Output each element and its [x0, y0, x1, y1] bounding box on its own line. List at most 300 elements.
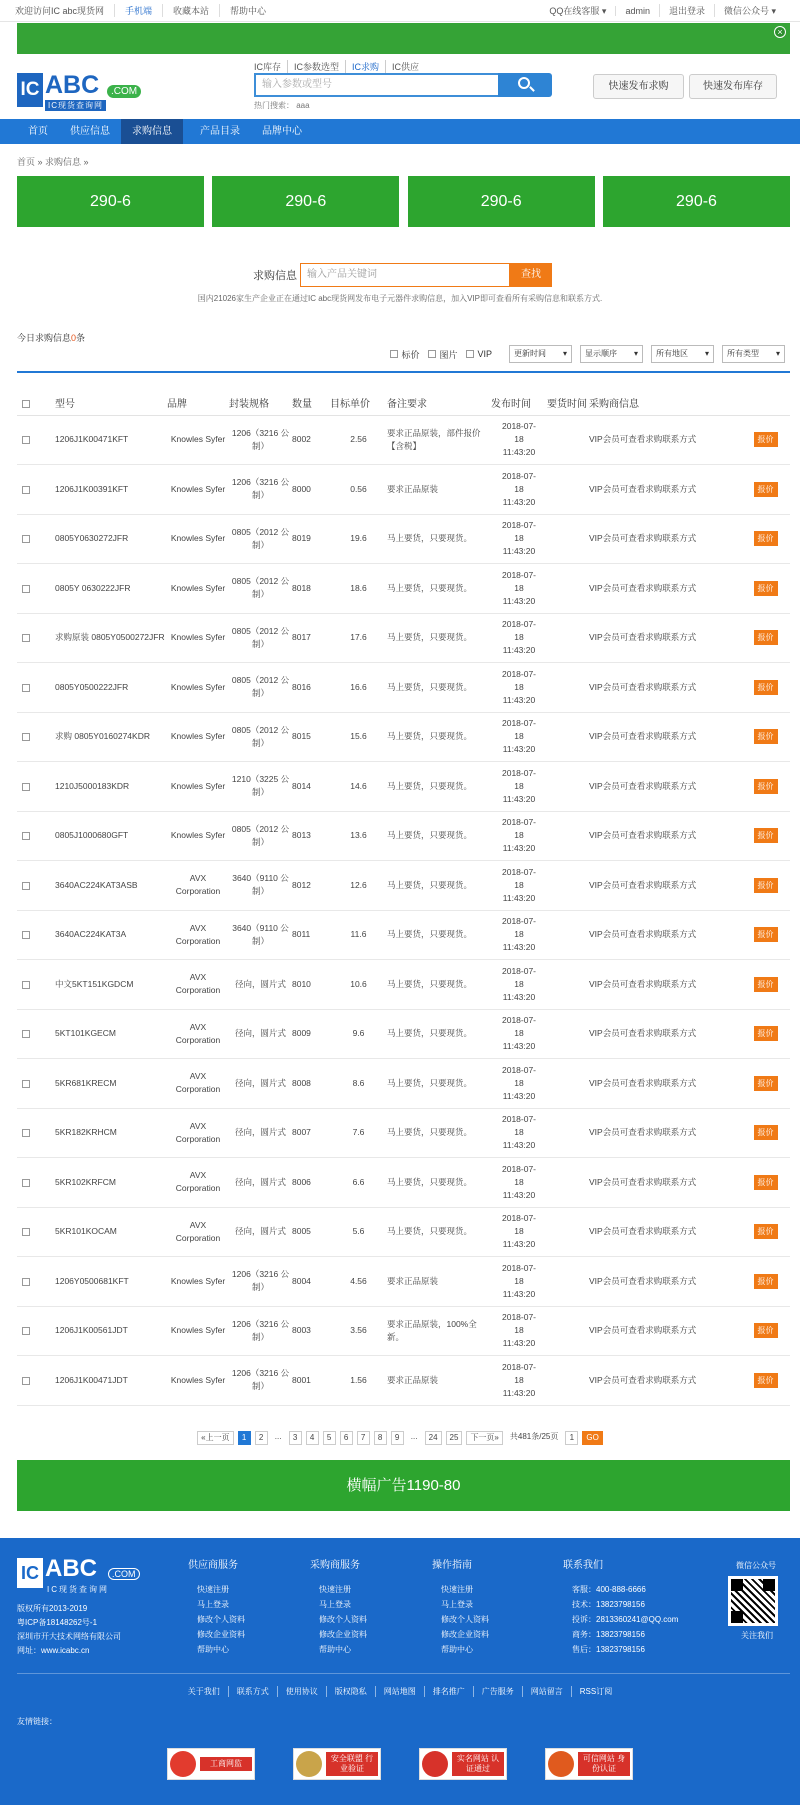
checkbox[interactable] [466, 350, 474, 358]
footer-links [0, 1686, 800, 1697]
cell-remark: 马上要货，只要现货。 [387, 1059, 491, 1109]
cell-model[interactable]: 5KR102KRFCM [55, 1158, 167, 1208]
nav-home[interactable]: 首页 [28, 126, 48, 137]
cell-brand: Knowles Syfer [167, 514, 229, 564]
cell-qty: 8012 [292, 861, 330, 911]
cell-need-time [547, 613, 589, 663]
cell-brand: Knowles Syfer [167, 1306, 229, 1356]
footer-nav-link[interactable]: RSS订阅 [571, 1686, 620, 1697]
cell-brand: Knowles Syfer [167, 564, 229, 614]
cell-qty: 8004 [292, 1257, 330, 1307]
col-remark: 备注要求 [387, 375, 491, 415]
cell-qty: 8006 [292, 1158, 330, 1208]
cell-brand: Knowles Syfer [167, 465, 229, 515]
cell-publish-time: 2018-07-18 11:43:20 [491, 910, 547, 960]
table-row [17, 910, 790, 960]
mobile-link[interactable]: 手机端 [114, 4, 162, 17]
page-input[interactable]: 1 [565, 1431, 578, 1445]
cell-price: 12.6 [330, 861, 387, 911]
cell-need-time [547, 564, 589, 614]
cell-model[interactable]: 5KR101KOCAM [55, 1207, 167, 1257]
footer-column [432, 1558, 489, 1657]
cell-buyer: VIP会员可查看求购联系方式 [589, 712, 741, 762]
cell-buyer: VIP会员可查看求购联系方式 [589, 1207, 741, 1257]
page-number[interactable]: 9 [391, 1431, 404, 1445]
cell-remark: 要求正品原装 [387, 1257, 491, 1307]
page-ellipsis: ... [410, 1432, 418, 1441]
cell-publish-time: 2018-07-18 11:43:20 [491, 960, 547, 1010]
table-row [17, 465, 790, 515]
col-publish-time: 发布时间 [491, 375, 547, 415]
footer-info: 版权所有2013-2019 粤ICP备18148262号-1 深圳市开大技术网络有限公司 网址：www.icabc.cn [17, 1604, 121, 1655]
cell-model[interactable]: 0805Y 0630222JFR [55, 564, 167, 614]
col-qty: 数量 [292, 375, 330, 415]
cell-package: 0805（2012 公制） [229, 613, 292, 663]
quote-button[interactable]: 报价 [754, 581, 778, 596]
footer-link[interactable]: 帮助中心 [441, 1645, 473, 1654]
footer-column-title: 联系我们 [563, 1560, 603, 1571]
cell-model[interactable]: 1206J1K00471KFT [55, 415, 167, 465]
top-ad-banner[interactable] [17, 23, 790, 54]
cell-package: 1210（3225 公制） [229, 762, 292, 812]
footer-link[interactable]: 快速注册 [319, 1585, 351, 1594]
row-checkbox[interactable] [22, 1327, 30, 1335]
footer-link[interactable]: 修改企业资料 [441, 1630, 489, 1639]
bottom-ad-banner[interactable]: 横幅广告1190-80 [17, 1460, 790, 1511]
col-buyer: 采购商信息 [589, 375, 741, 415]
footer-column [310, 1558, 367, 1657]
cell-need-time [547, 1158, 589, 1208]
cell-need-time [547, 861, 589, 911]
cell-buyer: VIP会员可查看求购联系方式 [589, 1158, 741, 1208]
table-row [17, 712, 790, 762]
cell-price: 7.6 [330, 1108, 387, 1158]
row-checkbox[interactable] [22, 585, 30, 593]
prev-page[interactable]: «上一页 [197, 1431, 233, 1445]
cell-package: 1206（3216 公制） [229, 1306, 292, 1356]
footer-link[interactable]: 修改企业资料 [197, 1630, 245, 1639]
cell-need-time [547, 712, 589, 762]
table-row [17, 762, 790, 812]
footer-nav-link[interactable]: 联系方式 [228, 1686, 277, 1697]
trust-badge[interactable]: 实名网站 认证通过 [419, 1748, 507, 1780]
cell-buyer: VIP会员可查看求购联系方式 [589, 861, 741, 911]
cell-price: 10.6 [330, 960, 387, 1010]
row-checkbox[interactable] [22, 1179, 30, 1187]
quote-button[interactable]: 报价 [754, 1026, 778, 1041]
cell-model[interactable]: 5KR681KRECM [55, 1059, 167, 1109]
cell-publish-time: 2018-07-18 11:43:20 [491, 1257, 547, 1307]
row-checkbox[interactable] [22, 931, 30, 939]
buy-search-label: 求购信息 [253, 270, 297, 282]
page-number[interactable]: 3 [289, 1431, 302, 1445]
nav-catalog[interactable]: 产品目录 [200, 126, 240, 137]
cell-buyer: VIP会员可查看求购联系方式 [589, 613, 741, 663]
cell-publish-time: 2018-07-18 11:43:20 [491, 663, 547, 713]
quote-button[interactable]: 报价 [754, 1125, 778, 1140]
quote-button[interactable]: 报价 [754, 1224, 778, 1239]
quote-button[interactable]: 报价 [754, 630, 778, 645]
cell-model[interactable]: 1206Y0500681KFT [55, 1257, 167, 1307]
quote-button[interactable]: 报价 [754, 1175, 778, 1190]
row-checkbox[interactable] [22, 1377, 30, 1385]
cell-qty: 8016 [292, 663, 330, 713]
vip-notice: 国内21026家生产企业正在通过IC abc现货网发布电子元器件求购信息，加入VIP即可查看所有采购信息和联系方式. [197, 294, 603, 303]
cell-price: 2.56 [330, 415, 387, 465]
cell-publish-time: 2018-07-18 11:43:20 [491, 1108, 547, 1158]
keyword-input[interactable]: 输入产品关键词 [300, 263, 510, 287]
quote-button[interactable]: 报价 [754, 729, 778, 744]
table-row [17, 514, 790, 564]
quote-button[interactable]: 报价 [754, 779, 778, 794]
table-row [17, 415, 790, 465]
cell-price: 8.6 [330, 1059, 387, 1109]
cell-package: 0805（2012 公制） [229, 712, 292, 762]
page-number[interactable]: 24 [425, 1431, 442, 1445]
cell-need-time [547, 465, 589, 515]
cell-model[interactable]: 中文5KT151KGDCM [55, 960, 167, 1010]
filter-price[interactable]: 标价 [390, 348, 419, 361]
tab-ic-buy[interactable]: IC求购 [345, 60, 385, 73]
footer-link[interactable]: 售后：13823798156 [572, 1645, 645, 1654]
cell-brand: Knowles Syfer [167, 811, 229, 861]
table-row [17, 1306, 790, 1356]
filter-bar [390, 345, 785, 363]
search-button[interactable] [498, 73, 552, 97]
badge-icon [296, 1751, 322, 1777]
row-checkbox[interactable] [22, 486, 30, 494]
cell-package: 1206（3216 公制） [229, 465, 292, 515]
cell-buyer: VIP会员可查看求购联系方式 [589, 415, 741, 465]
cell-buyer: VIP会员可查看求购联系方式 [589, 960, 741, 1010]
cell-need-time [547, 415, 589, 465]
cell-model[interactable]: 1206J1K00471JDT [55, 1356, 167, 1406]
cell-buyer: VIP会员可查看求购联系方式 [589, 1356, 741, 1406]
cell-brand: AVX Corporation [167, 1158, 229, 1208]
footer-link[interactable]: 修改个人资料 [441, 1615, 489, 1624]
footer-nav-link[interactable]: 使用协议 [277, 1686, 326, 1697]
footer-link[interactable]: 修改企业资料 [319, 1630, 367, 1639]
select-type[interactable]: 所有类型 ▾ [722, 345, 785, 363]
cell-publish-time: 2018-07-18 11:43:20 [491, 1059, 547, 1109]
page-number[interactable]: 25 [446, 1431, 463, 1445]
quote-button[interactable]: 报价 [754, 878, 778, 893]
wechat-qr-code [728, 1576, 778, 1626]
cell-package: 径向，圆片式 [229, 1059, 292, 1109]
today-count: 今日求购信息0条 [17, 333, 86, 343]
cell-qty: 8015 [292, 712, 330, 762]
table-row [17, 1158, 790, 1208]
filter-image[interactable]: 图片 [428, 348, 457, 361]
page-ellipsis: ... [274, 1432, 282, 1441]
cell-brand: AVX Corporation [167, 1059, 229, 1109]
cell-buyer: VIP会员可查看求购联系方式 [589, 1257, 741, 1307]
row-checkbox[interactable] [22, 684, 30, 692]
cell-qty: 8008 [292, 1059, 330, 1109]
search-input[interactable]: 输入参数或型号 [254, 73, 498, 97]
favorite-link[interactable]: 收藏本站 [162, 4, 219, 17]
banner-ad[interactable]: 290-6 [408, 176, 595, 227]
cell-publish-time: 2018-07-18 11:43:20 [491, 1158, 547, 1208]
user-link[interactable]: admin [615, 6, 659, 16]
table-row [17, 663, 790, 713]
footer-nav-link[interactable]: 关于我们 [187, 1687, 220, 1696]
row-checkbox[interactable] [22, 436, 30, 444]
cell-publish-time: 2018-07-18 11:43:20 [491, 465, 547, 515]
cell-model[interactable]: 求购 0805Y0160274KDR [55, 712, 167, 762]
footer-link[interactable]: 马上登录 [319, 1600, 351, 1609]
find-button[interactable]: 查找 [510, 263, 552, 287]
cell-remark: 马上要货，只要现货。 [387, 960, 491, 1010]
cell-model[interactable]: 3640AC224KAT3ASB [55, 861, 167, 911]
cell-publish-time: 2018-07-18 11:43:20 [491, 1306, 547, 1356]
cell-need-time [547, 762, 589, 812]
qq-service-link[interactable]: QQ在线客服 ▾ [549, 6, 607, 16]
footer-logo[interactable]: IC ABC .COM IC现货查询网 [17, 1556, 152, 1596]
footer-link[interactable]: 客服：400-888-6666 [572, 1585, 646, 1594]
quote-button[interactable]: 报价 [754, 927, 778, 942]
footer-column-title: 供应商服务 [188, 1560, 238, 1571]
tab-ic-param[interactable]: IC参数选型 [287, 60, 345, 73]
quote-button[interactable]: 报价 [754, 531, 778, 546]
nav-supply[interactable]: 供应信息 [70, 126, 110, 137]
row-checkbox[interactable] [22, 535, 30, 543]
cell-package: 0805（2012 公制） [229, 564, 292, 614]
site-logo[interactable]: IC ABC .COM IC现货查询网 [17, 71, 152, 111]
cell-buyer: VIP会员可查看求购联系方式 [589, 762, 741, 812]
cell-remark: 马上要货，只要现货。 [387, 514, 491, 564]
cell-need-time [547, 910, 589, 960]
trust-badge[interactable]: 安全联盟 行业验证 [293, 1748, 381, 1780]
cell-publish-time: 2018-07-18 11:43:20 [491, 1356, 547, 1406]
cell-brand: Knowles Syfer [167, 415, 229, 465]
select-order[interactable]: 显示顺序 ▾ [580, 345, 643, 363]
welcome-text: 欢迎访问IC abc现货网 [15, 6, 105, 16]
cell-buyer: VIP会员可查看求购联系方式 [589, 1009, 741, 1059]
cell-publish-time: 2018-07-18 11:43:20 [491, 1207, 547, 1257]
cell-qty: 8007 [292, 1108, 330, 1158]
cell-price: 13.6 [330, 811, 387, 861]
logout-link[interactable]: 退出登录 [659, 4, 714, 17]
tab-ic-stock[interactable]: IC库存 [254, 62, 282, 72]
cell-buyer: VIP会员可查看求购联系方式 [589, 910, 741, 960]
buy-table [17, 375, 790, 1406]
nav-buy[interactable]: 求购信息 [121, 119, 183, 144]
trust-badge[interactable]: 工商网监 [167, 1748, 255, 1780]
row-checkbox[interactable] [22, 1129, 30, 1137]
filter-vip[interactable]: VIP [466, 349, 492, 359]
checkbox[interactable] [390, 350, 398, 358]
close-icon[interactable]: × [774, 26, 786, 38]
cell-publish-time: 2018-07-18 11:43:20 [491, 1009, 547, 1059]
select-update-time[interactable]: 更新时间 ▾ [509, 345, 572, 363]
banner-ad[interactable]: 290-6 [212, 176, 399, 227]
cell-price: 17.6 [330, 613, 387, 663]
quote-button[interactable]: 报价 [754, 1323, 778, 1338]
col-brand: 品牌 [167, 375, 229, 415]
table-row [17, 1059, 790, 1109]
footer-link[interactable]: 马上登录 [197, 1600, 229, 1609]
cell-qty: 8010 [292, 960, 330, 1010]
cell-qty: 8005 [292, 1207, 330, 1257]
page-number[interactable]: 6 [340, 1431, 353, 1445]
table-row [17, 613, 790, 663]
table-row [17, 960, 790, 1010]
row-checkbox[interactable] [22, 634, 30, 642]
next-page[interactable]: 下一页» [466, 1431, 502, 1445]
cell-model[interactable]: 0805Y0500222JFR [55, 663, 167, 713]
qr-label: 关注我们 [741, 1631, 773, 1640]
cell-brand: Knowles Syfer [167, 712, 229, 762]
cell-qty: 8002 [292, 415, 330, 465]
footer-link[interactable]: 修改个人资料 [319, 1615, 367, 1624]
col-package: 封装规格 [229, 375, 292, 415]
col-model: 型号 [55, 375, 167, 415]
cell-model[interactable]: 求购原装 0805Y0500272JFR [55, 613, 167, 663]
cell-brand: Knowles Syfer [167, 762, 229, 812]
cell-model[interactable]: 1206J1K00561JDT [55, 1306, 167, 1356]
row-checkbox[interactable] [22, 1228, 30, 1236]
banner-ad[interactable]: 290-6 [603, 176, 790, 227]
quote-button[interactable]: 报价 [754, 680, 778, 695]
trust-badge[interactable]: 可信网站 身份认证 [545, 1748, 633, 1780]
post-buy-button[interactable]: 快速发布求购 [593, 74, 684, 99]
quote-button[interactable]: 报价 [754, 1076, 778, 1091]
cell-publish-time: 2018-07-18 11:43:20 [491, 712, 547, 762]
quote-button[interactable]: 报价 [754, 828, 778, 843]
cell-publish-time: 2018-07-18 11:43:20 [491, 861, 547, 911]
row-checkbox[interactable] [22, 882, 30, 890]
select-all-checkbox[interactable] [22, 400, 30, 408]
quote-button[interactable]: 报价 [754, 432, 778, 447]
cell-model[interactable]: 5KT101KGECM [55, 1009, 167, 1059]
col-need-time: 要货时间 [547, 375, 589, 415]
cell-price: 9.6 [330, 1009, 387, 1059]
footer-link[interactable]: 修改个人资料 [197, 1615, 245, 1624]
cell-price: 6.6 [330, 1158, 387, 1208]
footer-link[interactable]: 帮助中心 [197, 1645, 229, 1654]
friend-links: 友情链接： [17, 1717, 57, 1726]
checkbox[interactable] [428, 350, 436, 358]
pagination [0, 1431, 800, 1445]
cell-need-time [547, 1059, 589, 1109]
cell-model[interactable]: 1210J5000183KDR [55, 762, 167, 812]
footer-column [563, 1558, 678, 1657]
cell-model[interactable]: 0805Y0630272JFR [55, 514, 167, 564]
cell-price: 11.6 [330, 910, 387, 960]
cell-remark: 马上要货，只要现货。 [387, 1158, 491, 1208]
cell-need-time [547, 1207, 589, 1257]
nav-brand[interactable]: 品牌中心 [262, 126, 302, 137]
page-number[interactable]: 8 [374, 1431, 387, 1445]
cell-package: 径向，圆片式 [229, 1158, 292, 1208]
row-checkbox[interactable] [22, 783, 30, 791]
quote-button[interactable]: 报价 [754, 1373, 778, 1388]
footer-link[interactable]: 快速注册 [441, 1585, 473, 1594]
page-number[interactable]: 5 [323, 1431, 336, 1445]
cell-qty: 8001 [292, 1356, 330, 1406]
cell-package: 1206（3216 公制） [229, 1356, 292, 1406]
table-row [17, 1207, 790, 1257]
quote-button[interactable]: 报价 [754, 482, 778, 497]
cell-remark: 马上要货，只要现货。 [387, 910, 491, 960]
footer-nav-link[interactable]: 版权隐私 [326, 1686, 375, 1697]
cell-price: 4.56 [330, 1257, 387, 1307]
footer-nav-link[interactable]: 广告服务 [473, 1686, 522, 1697]
cell-price: 19.6 [330, 514, 387, 564]
footer-link[interactable]: 技术：13823798156 [572, 1600, 645, 1609]
top-bar [0, 0, 800, 22]
wechat-link[interactable]: 微信公众号 ▾ [714, 4, 785, 17]
footer-link[interactable]: 投诉：2813360241@QQ.com [572, 1615, 679, 1624]
row-checkbox[interactable] [22, 1278, 30, 1286]
footer-link[interactable]: 帮助中心 [319, 1645, 351, 1654]
cell-publish-time: 2018-07-18 11:43:20 [491, 811, 547, 861]
divider [17, 1673, 790, 1674]
cell-model[interactable]: 0805J1000680GFT [55, 811, 167, 861]
footer-link[interactable]: 快速注册 [197, 1585, 229, 1594]
cell-model[interactable]: 5KR182KRHCM [55, 1108, 167, 1158]
col-price: 目标单价 [330, 375, 387, 415]
row-checkbox[interactable] [22, 1030, 30, 1038]
quote-button[interactable]: 报价 [754, 1274, 778, 1289]
help-link[interactable]: 帮助中心 [219, 4, 276, 17]
cell-model[interactable]: 3640AC224KAT3A [55, 910, 167, 960]
page-number[interactable]: 1 [238, 1431, 251, 1445]
cell-package: 3640（9110 公制） [229, 861, 292, 911]
cell-remark: 要求正品原装，100%全新。 [387, 1306, 491, 1356]
cell-remark: 马上要货，只要现货。 [387, 811, 491, 861]
cell-need-time [547, 811, 589, 861]
cell-remark: 要求正品原装 [387, 465, 491, 515]
footer-link[interactable]: 马上登录 [441, 1600, 473, 1609]
cell-model[interactable]: 1206J1K00391KFT [55, 465, 167, 515]
cell-price: 5.6 [330, 1207, 387, 1257]
select-region[interactable]: 所有地区 ▾ [651, 345, 714, 363]
cell-buyer: VIP会员可查看求购联系方式 [589, 1059, 741, 1109]
banner-ad[interactable]: 290-6 [17, 176, 204, 227]
cell-need-time [547, 1108, 589, 1158]
cell-buyer: VIP会员可查看求购联系方式 [589, 663, 741, 713]
footer-link[interactable]: 商务：13823798156 [572, 1630, 645, 1639]
qr-title: 微信公众号 [736, 1561, 776, 1570]
cell-package: 径向，圆片式 [229, 960, 292, 1010]
row-checkbox[interactable] [22, 1080, 30, 1088]
cell-remark: 马上要货，只要现货。 [387, 613, 491, 663]
footer-nav-link[interactable]: 排名推广 [424, 1686, 473, 1697]
row-checkbox[interactable] [22, 832, 30, 840]
tab-ic-supply[interactable]: IC供应 [385, 60, 425, 73]
footer-nav-link[interactable]: 网站地图 [375, 1686, 424, 1697]
row-checkbox[interactable] [22, 733, 30, 741]
cell-qty: 8017 [292, 613, 330, 663]
footer-nav-link[interactable]: 网站留言 [522, 1686, 571, 1697]
page-number[interactable]: 7 [357, 1431, 370, 1445]
cell-remark: 马上要货，只要现货。 [387, 663, 491, 713]
cell-price: 14.6 [330, 762, 387, 812]
cell-brand: AVX Corporation [167, 910, 229, 960]
page-number[interactable]: 4 [306, 1431, 319, 1445]
cell-buyer: VIP会员可查看求购联系方式 [589, 1108, 741, 1158]
page-number[interactable]: 2 [255, 1431, 268, 1445]
table-row [17, 1356, 790, 1406]
go-button[interactable]: GO [582, 1431, 602, 1445]
quote-button[interactable]: 报价 [754, 977, 778, 992]
cell-qty: 8011 [292, 910, 330, 960]
row-checkbox[interactable] [22, 981, 30, 989]
post-stock-button[interactable]: 快速发布库存 [689, 74, 777, 99]
header [0, 54, 800, 118]
